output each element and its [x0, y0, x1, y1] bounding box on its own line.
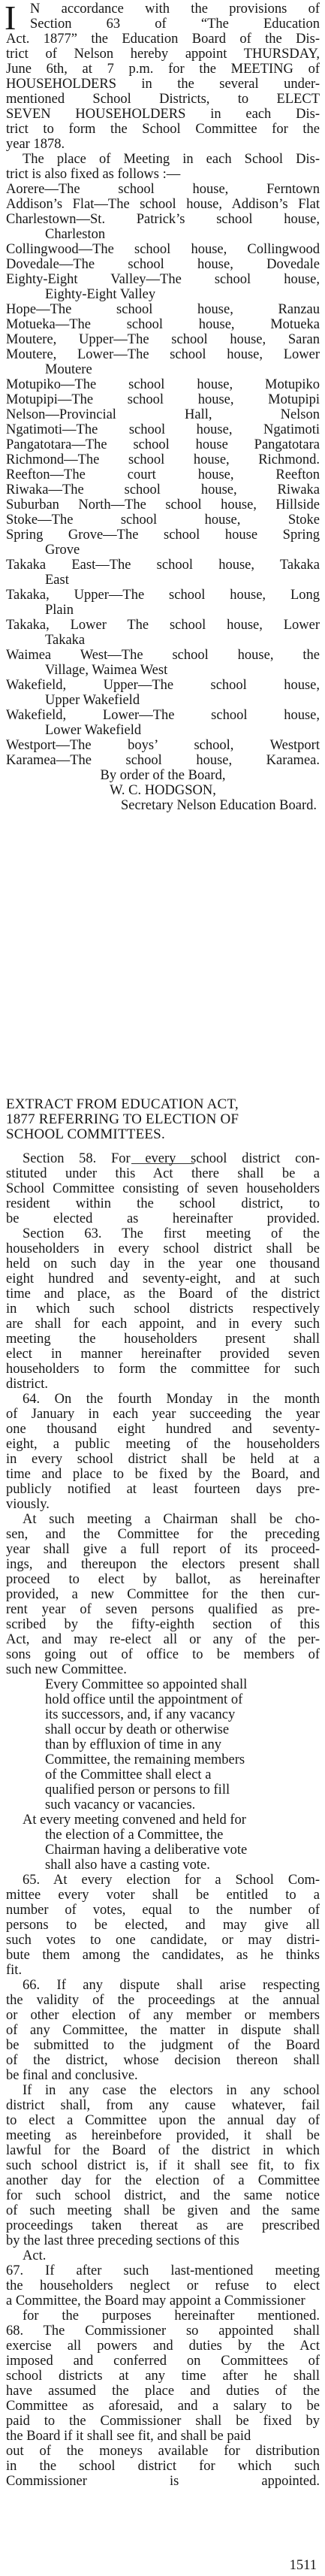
notice-line: Addison’s Flat—The school house, Addison’s Flat: [6, 197, 320, 212]
extract-line: the householders neglect or refuse to elect: [6, 2278, 320, 2293]
extract-line: provided, a new Committee for the then cur-: [6, 1587, 320, 1602]
notice-line: Takaka East—The school house, Takaka: [6, 558, 320, 573]
extract-line: for such school district, and the same notice: [6, 2188, 320, 2203]
extract-line: of such meeting shall be given and the same: [6, 2203, 320, 2218]
extract-line: At such meeting a Chairman shall be cho-: [23, 1512, 320, 1527]
notice-line: Takaka: [45, 633, 86, 648]
notice-line: Motupiko—The school house, Motupiko: [6, 377, 320, 392]
extract-line: At every meeting convened and held for: [23, 1813, 246, 1828]
extract-line: in which such school districts respectively: [6, 1302, 320, 1317]
notice-line: Takaka, Upper—The school house, Long: [6, 588, 320, 603]
extract-line: scribed by the fifty-eighth section of this: [6, 1617, 320, 1632]
extract-line: another day for the election of a Committee: [6, 2173, 320, 2188]
notice-line: Westport—The boys’ school, Westport: [6, 738, 320, 753]
extract-line: of the district, whose decision thereon shall: [6, 2053, 320, 2068]
notice-line: Hope—The school house, Ranzau: [6, 302, 320, 317]
extract-line: ings, and thereupon the electors present shall: [6, 1557, 320, 1572]
extract-line: such new Committee.: [6, 1662, 127, 1677]
extract-line: of January in each year succeeding the year: [6, 1407, 320, 1422]
extract-line: stituted under this Act there shall be a: [6, 1166, 320, 1181]
extract-line: proceedings taken thereat as are prescribed: [6, 2218, 320, 2233]
notice-line: Collingwood—The school house, Collingwood: [6, 242, 320, 257]
notice-line: year 1878.: [6, 137, 65, 152]
notice-line: Eighty-Eight Valley—The school house,: [6, 272, 320, 287]
reference-number: 1511: [289, 2558, 317, 2573]
notice-line: Riwaka—The school house, Riwaka: [6, 482, 320, 497]
extract-line: mittee every voter shall be entitled to a: [6, 1888, 320, 1903]
extract-line: School Committee consisting of seven householders: [6, 1181, 320, 1196]
notice-line: Takaka, Lower The school house, Lower: [6, 618, 320, 633]
extract-line: Section 63. The first meeting of the: [23, 1226, 320, 1241]
extract-line: resident within the school district, to: [6, 1196, 320, 1211]
extract-line: be final and conclusive.: [6, 2068, 138, 2083]
extract-line: have assumed the place and duties of the: [6, 2384, 320, 2399]
extract-line: householders to form the committee for such: [6, 1362, 320, 1377]
extract-line: school districts at any time after he shall: [6, 2369, 320, 2384]
extract-line: If in any case the electors in any school: [23, 2083, 320, 2098]
notice-line: Ngatimoti—The school house, Ngatimoti: [6, 422, 320, 437]
extract-line: 68. The Commissioner so appointed shall: [6, 2324, 320, 2339]
extract-line: by the last three preceding sections of this: [6, 2233, 239, 2248]
notice-line: Section 63 of “The Education: [30, 17, 320, 32]
extract-line: time and place to be fixed by the Board, and: [6, 1467, 320, 1482]
extract-line: meeting as hereinbefore provided, it shall be: [6, 2128, 320, 2143]
notice-line: East: [45, 573, 69, 588]
extract-line: Chairman having a deliberative vote: [45, 1843, 248, 1858]
drop-cap: I: [5, 0, 17, 37]
extract-line: a Committee, the Board may appoint a Commissioner: [6, 2293, 305, 2308]
notice-line: Dovedale—The school house, Dovedale: [6, 257, 320, 272]
extract-line: Committee, the remaining members: [45, 1752, 245, 1767]
notice-line: W. C. HODGSON,: [110, 783, 216, 798]
extract-line: hold office until the appointment of: [45, 1692, 243, 1707]
notice-line: Charleston: [45, 227, 106, 242]
extract-line: shall also have a casting vote.: [45, 1858, 210, 1873]
extract-line: Every Committee so appointed shall: [45, 1677, 248, 1692]
notice-line: trict of Nelson hereby appoint THURSDAY,: [6, 47, 320, 62]
notice-line: Charlestown—St. Patrick’s school house,: [6, 212, 320, 227]
notice-line: Spring Grove—The school house Spring: [6, 528, 320, 543]
extract-line: the Board if it shall see fit, and shall be paid: [6, 2429, 251, 2444]
extract-line: are shall for each appoint, and in every such: [6, 1317, 320, 1332]
extract-line: Commissioner is appointed.: [6, 2474, 320, 2489]
notice-line: Plain: [45, 603, 74, 618]
extract-line: 67. If after such last-mentioned meeting: [6, 2263, 320, 2278]
notice-line: HOUSEHOLDERS in the several under-: [6, 77, 320, 92]
extract-line: of any Committee, the matter in dispute shall: [6, 2023, 320, 2038]
extract-line: lawful for the Board of the district in which: [6, 2143, 320, 2158]
extract-line: fit.: [6, 1963, 23, 1978]
extract-line: qualified person or persons to fill: [45, 1782, 230, 1797]
extract-line: in every school district shall be held at a: [6, 1452, 320, 1467]
extract-line: Act.: [23, 2248, 47, 2263]
extract-line: district shall, from any cause whatever, fail: [6, 2098, 320, 2113]
extract-line: such votes to one candidate, or may distri-: [6, 1933, 320, 1948]
extract-line: shall occur by death or otherwise: [45, 1722, 230, 1737]
notice-line: mentioned School Districts, to ELECT: [6, 92, 320, 107]
notice-line: Act. 1877” the Education Board of the Dis-: [6, 32, 320, 47]
notice-line: Waimea West—The school house, the: [6, 648, 320, 663]
notice-line: Pangatotara—The school house Pangatotara: [6, 437, 320, 452]
extract-line: district.: [6, 1377, 49, 1392]
extract-line: the validity of the proceedings at the annual: [6, 1993, 320, 2008]
notice-line: trict to form the School Committee for the: [6, 122, 320, 137]
notice-line: Stoke—The school house, Stoke: [6, 512, 320, 528]
notice-line: By order of the Board,: [100, 768, 226, 783]
extract-line: proceed to elect by ballot, as hereinafter: [6, 1572, 320, 1587]
extract-line: elect in manner hereinafter provided seven: [6, 1347, 320, 1362]
extract-line: than by effluxion of time in any: [45, 1737, 221, 1752]
extract-line: 1877 REFERRING TO ELECTION OF: [6, 1112, 239, 1127]
extract-line: 66. If any dispute shall arise respecting: [23, 1978, 320, 1993]
extract-line: Committee as aforesaid, and a salary to be: [6, 2399, 320, 2414]
notice-line: Nelson—Provincial Hall, Nelson: [6, 407, 320, 422]
notice-line: Grove: [45, 543, 80, 558]
extract-line: or other election of any member or members: [6, 2008, 320, 2023]
notice-line: Richmond—The school house, Richmond.: [6, 452, 320, 467]
extract-line: rent year of seven persons qualified as pre-: [6, 1602, 320, 1617]
extract-line: SCHOOL COMMITTEES.: [6, 1127, 165, 1142]
notice-line: Lower Wakefield: [45, 723, 142, 738]
extract-line: be elected as hereinafter provided.: [6, 1211, 320, 1226]
notice-line: Upper Wakefield: [45, 693, 140, 708]
extract-line: held on such day in the year one thousand: [6, 1256, 320, 1271]
extract-line: in the school district for which such: [6, 2459, 320, 2474]
extract-line: number of votes, equal to the number of: [6, 1903, 320, 1918]
extract-line: Section 58. For every school district con-: [23, 1151, 320, 1166]
extract-line: such vacancy or vacancies.: [45, 1797, 196, 1813]
divider-rule: [131, 1163, 194, 1164]
notice-line: Aorere—The school house, Ferntown: [6, 182, 320, 197]
extract-line: be submitted to the judgment of the Board: [6, 2038, 320, 2053]
extract-line: to elect a Committee upon the annual day of: [6, 2113, 320, 2128]
notice-line: Moutere, Lower—The school house, Lower: [6, 347, 320, 362]
extract-line: 65. At every election for a School Com-: [23, 1873, 320, 1888]
notice-line: Motueka—The school house, Motueka: [6, 317, 320, 332]
extract-line: bute them among the candidates, as he thinks: [6, 1948, 320, 1963]
notice-line: June 6th, at 7 p.m. for the MEETING of: [6, 62, 320, 77]
extract-line: sons going out of office to be members of: [6, 1647, 320, 1662]
extract-line: Act, and may re-elect all or any of the per-: [6, 1632, 320, 1647]
notice-line: The place of Meeting in each School Dis-: [23, 152, 320, 167]
notice-line: N accordance with the provisions of: [30, 2, 320, 17]
extract-line: its successors, and, if any vacancy: [45, 1707, 236, 1722]
notice-line: Village, Waimea West: [45, 663, 168, 678]
extract-line: viously.: [6, 1497, 50, 1512]
extract-line: meeting the householders present shall: [6, 1332, 320, 1347]
notice-line: Karamea—The school house, Karamea.: [6, 753, 320, 768]
extract-line: persons to be elected, and may give all: [6, 1918, 320, 1933]
notice-line: Secretary Nelson Education Board.: [121, 798, 317, 813]
extract-line: exercise all powers and duties by the Act: [6, 2339, 320, 2354]
extract-line: year shall give a full report of its proceed-: [6, 1542, 320, 1557]
notice-line: Suburban North—The school house, Hillside: [6, 497, 320, 512]
notice-line: Wakefield, Lower—The school house,: [6, 708, 320, 723]
extract-line: eight hundred and seventy-eight, and at such: [6, 1271, 320, 1286]
extract-line: sen, and the Committee for the preceding: [6, 1527, 320, 1542]
extract-line: such school district is, if it shall see fit, to fix: [6, 2158, 320, 2173]
notice-line: SEVEN HOUSEHOLDERS in each Dis-: [6, 107, 320, 122]
notice-line: Moutere: [45, 362, 92, 377]
notice-line: Motupipi—The school house, Motupipi: [6, 392, 320, 407]
extract-line: out of the moneys available for distribution: [6, 2444, 320, 2459]
notice-line: Moutere, Upper—The school house, Saran: [6, 332, 320, 347]
notice-line: trict is also fixed as follows :—: [6, 167, 181, 182]
extract-line: paid to the Commissioner shall be fixed by: [6, 2414, 320, 2429]
extract-line: one thousand eight hundred and seventy-: [6, 1422, 320, 1437]
extract-line: 64. On the fourth Monday in the month: [23, 1392, 320, 1407]
notice-line: Reefton—The court house, Reefton: [6, 467, 320, 482]
notice-line: Wakefield, Upper—The school house,: [6, 678, 320, 693]
extract-line: the election of a Committee, the: [45, 1828, 224, 1843]
extract-line: householders in every school district shall be: [6, 1241, 320, 1256]
notice-line: Eighty-Eight Valley: [45, 287, 156, 302]
extract-line: of the Committee shall elect a: [45, 1767, 212, 1782]
extract-line: eight, a public meeting of the householders: [6, 1437, 320, 1452]
extract-line: time and place, as the Board of the district: [6, 1286, 320, 1302]
extract-line: EXTRACT FROM EDUCATION ACT,: [6, 1097, 239, 1112]
extract-line: publicly notified at least fourteen days pre-: [6, 1482, 320, 1497]
extract-line: imposed and conferred on Committees of: [6, 2354, 320, 2369]
extract-line: for the purposes hereinafter mentioned.: [23, 2308, 320, 2324]
